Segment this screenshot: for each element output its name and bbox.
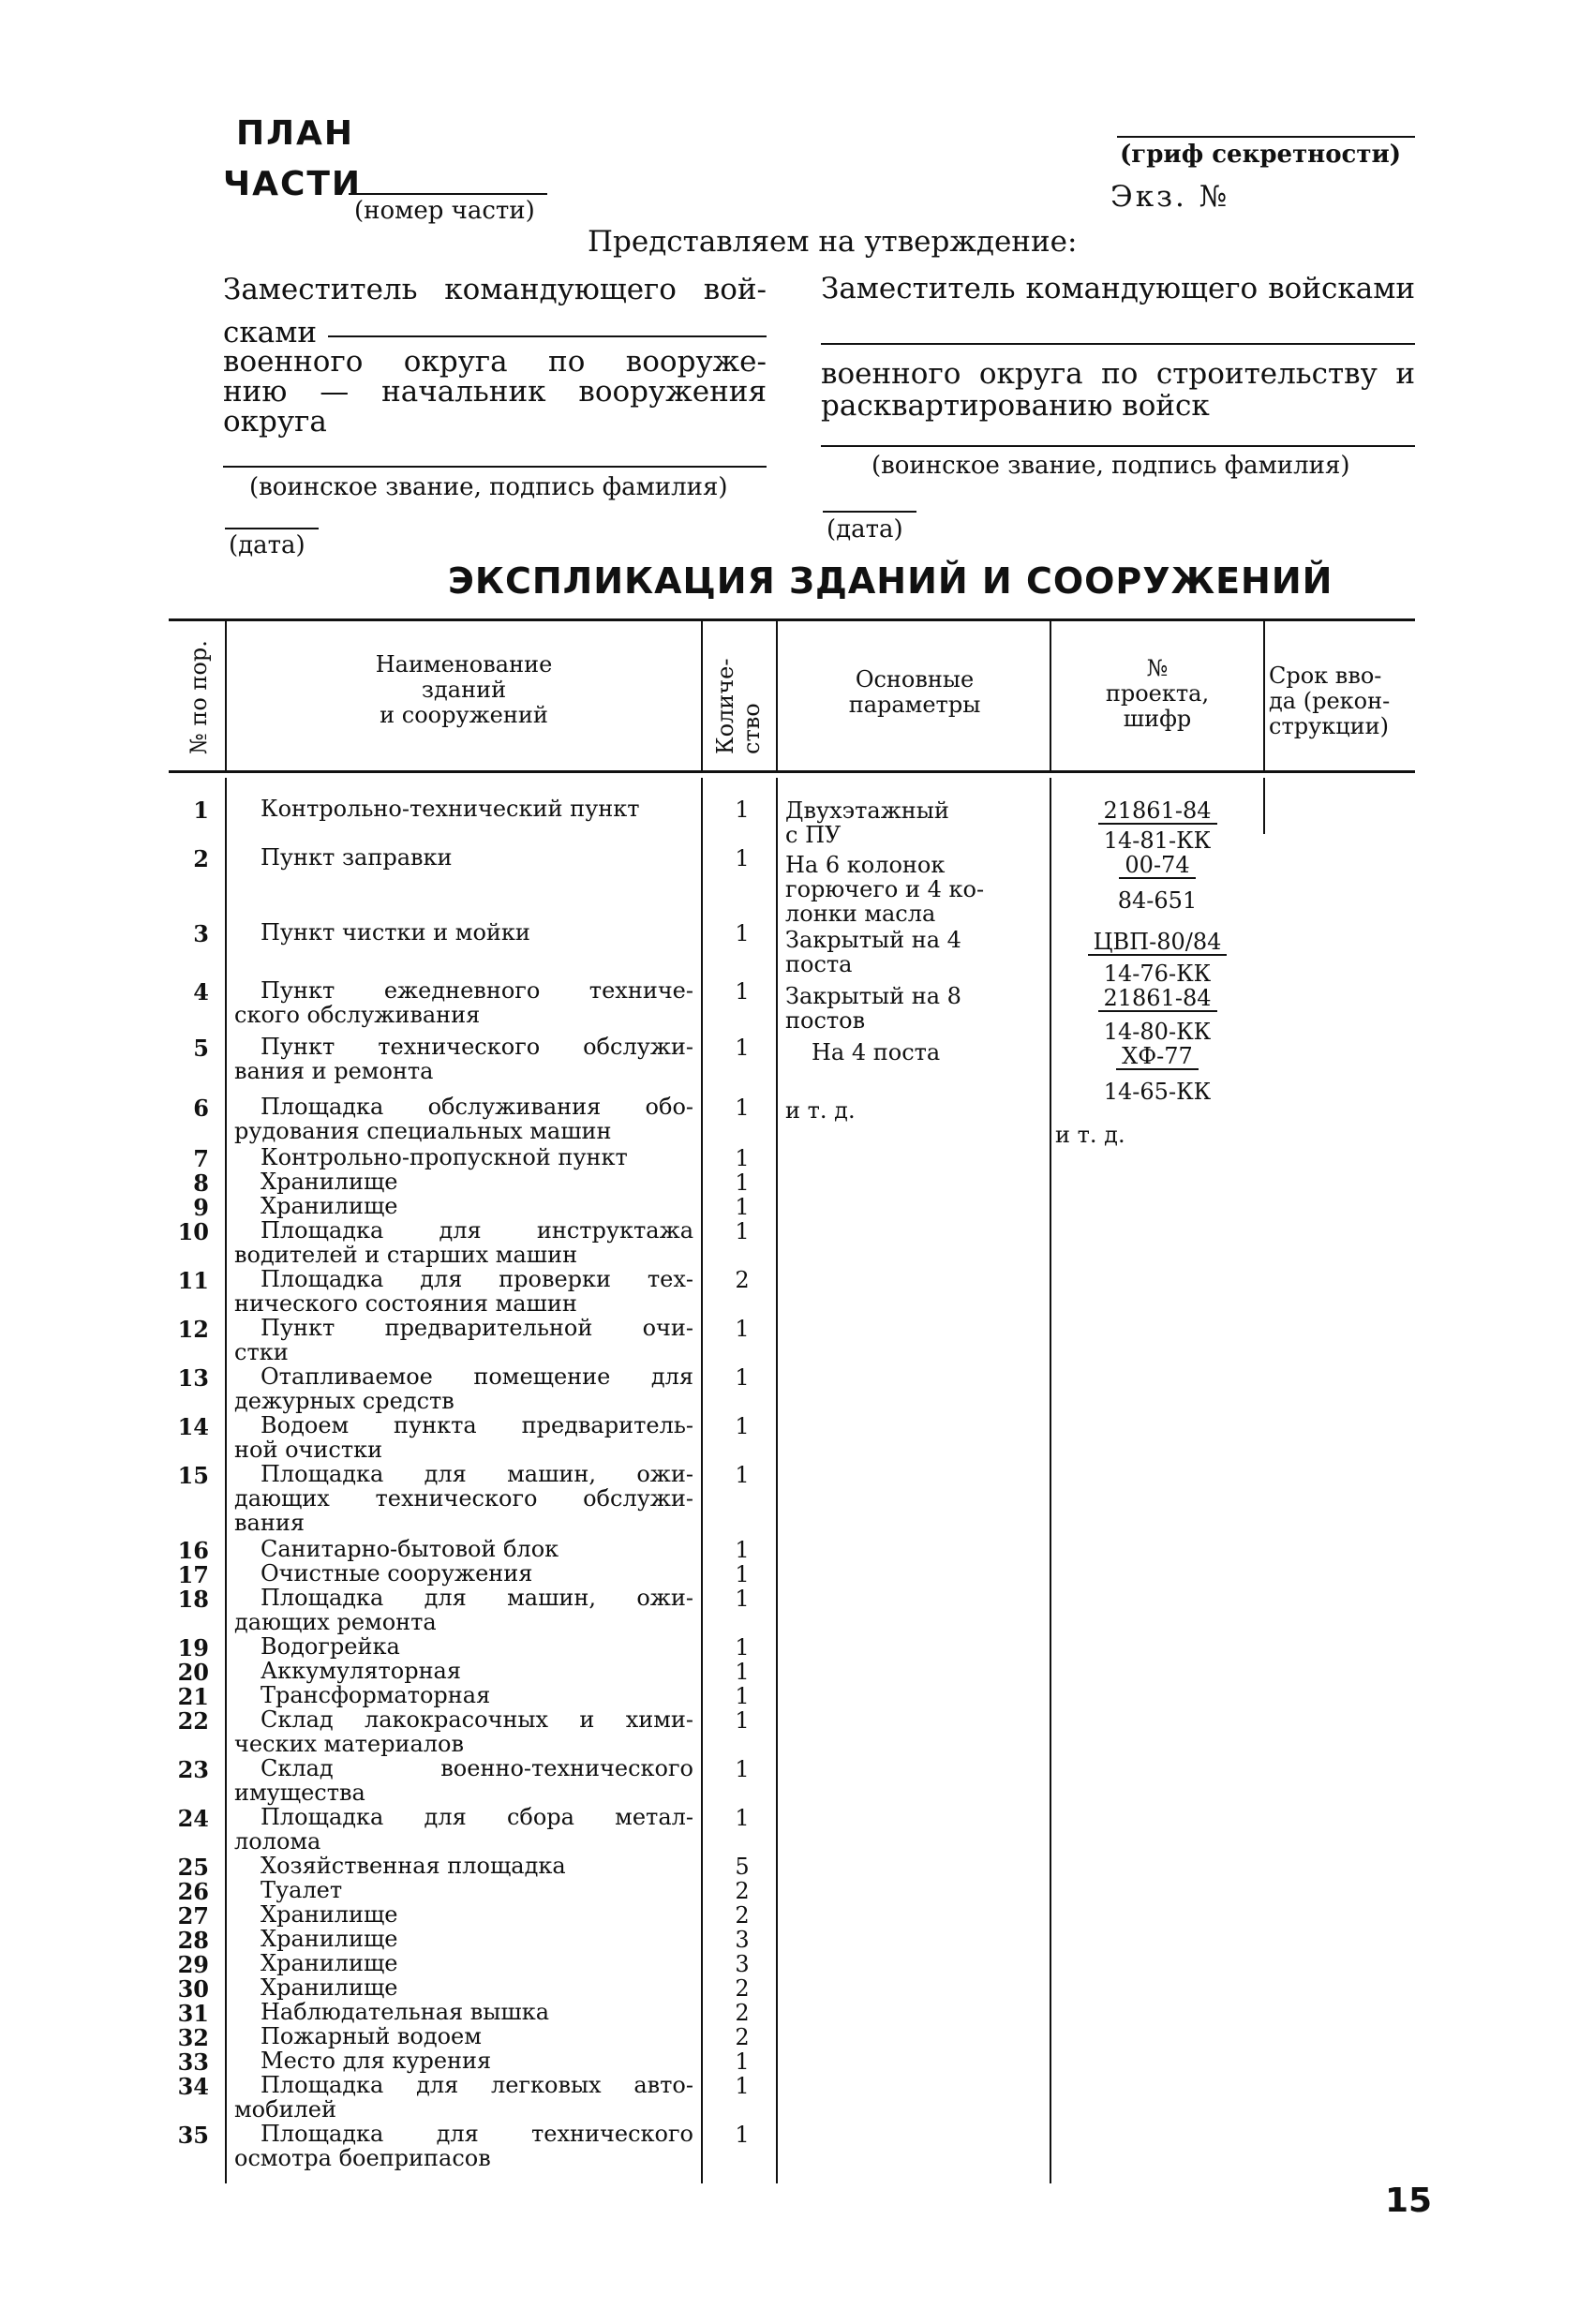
row-name-line: Хранилище bbox=[261, 1901, 398, 1928]
row-name bbox=[234, 1316, 693, 1364]
row-number: 16 bbox=[177, 1537, 209, 1564]
row-number: 11 bbox=[177, 1267, 209, 1294]
right-date-caption: (дата) bbox=[827, 515, 903, 544]
left-approver-block-2 bbox=[223, 347, 767, 437]
row-name-line: Наблюдательная вышка bbox=[261, 1999, 550, 2025]
row-number: 32 bbox=[177, 2024, 209, 2051]
row-name bbox=[234, 1634, 693, 1659]
row-qty: 2 bbox=[735, 2000, 750, 2026]
row-name-line: Площадка обслуживания обо- bbox=[261, 1094, 693, 1120]
row-number: 28 bbox=[177, 1927, 209, 1954]
row-name bbox=[234, 1537, 693, 1561]
row-name bbox=[234, 797, 693, 821]
row-name-line: Аккумуляторная bbox=[261, 1658, 462, 1684]
row-name bbox=[234, 1267, 693, 1316]
row-qty: 1 bbox=[735, 1364, 750, 1391]
row-qty: 3 bbox=[735, 1927, 750, 1953]
row-number: 20 bbox=[177, 1659, 209, 1686]
row-name bbox=[234, 1035, 693, 1083]
row-qty: 1 bbox=[735, 1659, 750, 1685]
row-name-line: вания и ремонта bbox=[234, 1058, 434, 1084]
param-cell: Двухэтажный с ПУ bbox=[785, 797, 949, 848]
project-code: 14-80-КК bbox=[1103, 1019, 1212, 1045]
row-number: 9 bbox=[193, 1194, 209, 1221]
part-label: ЧАСТИ bbox=[223, 165, 363, 203]
row-name-line: имущества bbox=[234, 1780, 365, 1806]
row-name-line: Отапливаемое помещение для bbox=[261, 1363, 693, 1390]
left-signature-caption: (воинское звание, подпись фамилия) bbox=[249, 473, 728, 501]
row-name bbox=[234, 1902, 693, 1927]
row-name bbox=[234, 1927, 693, 1951]
row-qty: 3 bbox=[735, 1951, 750, 1977]
row-name bbox=[234, 2122, 693, 2170]
row-name-line: водителей и старших машин bbox=[234, 1242, 578, 1268]
row-name bbox=[234, 978, 693, 1027]
row-name bbox=[234, 1878, 693, 1902]
row-name-line: Площадка для проверки тех- bbox=[261, 1266, 693, 1292]
row-qty: 2 bbox=[735, 1902, 750, 1929]
row-name-line: Контрольно-технический пункт bbox=[261, 796, 640, 822]
param-cell: На 6 колонок горючего и 4 ко- лонки масла bbox=[785, 852, 985, 927]
row-number: 26 bbox=[177, 1878, 209, 1905]
project-code: ХФ-77 bbox=[1116, 1044, 1199, 1070]
row-name-line: ной очистки bbox=[234, 1437, 383, 1463]
row-qty: 1 bbox=[735, 797, 750, 823]
row-name-line: Пункт заправки bbox=[261, 844, 453, 871]
col-number-header: № по пор. bbox=[186, 640, 212, 754]
col-params-header: Основные параметры bbox=[848, 666, 981, 718]
row-qty: 1 bbox=[735, 1707, 750, 1734]
left-approver-block bbox=[223, 268, 767, 354]
project-code: 21861-84 bbox=[1098, 798, 1217, 825]
param-cell: и т. д. bbox=[785, 1097, 856, 1124]
row-name bbox=[234, 1805, 693, 1854]
col-qty-header: Количе- ство bbox=[712, 658, 765, 754]
row-name-line: Место для курения bbox=[261, 2048, 492, 2074]
submit-heading: Представляем на утверждение: bbox=[588, 225, 1078, 259]
project-code: 84-651 bbox=[1117, 887, 1198, 914]
row-number: 18 bbox=[177, 1586, 209, 1613]
row-qty: 2 bbox=[735, 1975, 750, 2002]
row-qty: 1 bbox=[735, 1537, 750, 1563]
right-approver-line2: военного округа по строительству и bbox=[821, 357, 1415, 391]
row-name bbox=[234, 2000, 693, 2024]
row-name-line: Пункт предварительной очи- bbox=[261, 1315, 693, 1341]
row-name-line: ческих материалов bbox=[234, 1731, 465, 1757]
row-name-line: дающих ремонта bbox=[234, 1609, 437, 1635]
row-name bbox=[234, 1169, 693, 1194]
row-number: 2 bbox=[193, 845, 209, 872]
row-name-line: Площадка для технического bbox=[261, 2121, 693, 2147]
row-number: 31 bbox=[177, 2000, 209, 2027]
row-number: 3 bbox=[193, 920, 209, 947]
plan-title: ПЛАН bbox=[236, 114, 355, 153]
row-name-line: Пункт ежедневного техниче- bbox=[261, 977, 693, 1004]
row-qty: 1 bbox=[735, 1634, 750, 1661]
row-name-line: Склад лакокрасочных и хими- bbox=[261, 1706, 693, 1733]
row-name-line: Хранилище bbox=[261, 1193, 398, 1219]
row-name bbox=[234, 1756, 693, 1805]
left-approver-line2: сками bbox=[223, 316, 317, 350]
left-signature-line bbox=[223, 466, 767, 468]
row-name bbox=[234, 1145, 693, 1169]
project-code: 21861-84 bbox=[1098, 986, 1217, 1012]
row-name-line: Площадка для машин, ожи- bbox=[261, 1585, 693, 1611]
row-name-line: Площадка для сбора метал- bbox=[261, 1804, 693, 1830]
row-number: 12 bbox=[177, 1316, 209, 1343]
row-name bbox=[234, 1586, 693, 1634]
row-name-line: Площадка для легковых авто- bbox=[261, 2072, 693, 2098]
row-number: 1 bbox=[193, 797, 209, 824]
row-name-line: мобилей bbox=[234, 2096, 337, 2123]
row-name-line: Пожарный водоем bbox=[261, 2023, 482, 2049]
row-name bbox=[234, 1707, 693, 1756]
copy-number: Экз. № bbox=[1110, 180, 1230, 214]
row-name bbox=[234, 1364, 693, 1413]
row-qty: 1 bbox=[735, 978, 750, 1005]
row-name-line: дежурных средств bbox=[234, 1388, 454, 1414]
row-number: 15 bbox=[177, 1462, 209, 1489]
left-approver-line5: округа bbox=[223, 405, 327, 439]
right-approver-line1: Заместитель командующего войсками bbox=[821, 272, 1415, 305]
row-qty: 1 bbox=[735, 1561, 750, 1587]
row-qty: 1 bbox=[735, 1756, 750, 1782]
row-qty: 5 bbox=[735, 1854, 750, 1880]
row-number: 24 bbox=[177, 1805, 209, 1832]
left-date-caption: (дата) bbox=[229, 531, 305, 559]
param-cell: На 4 поста bbox=[812, 1039, 941, 1065]
left-date-line bbox=[225, 528, 319, 529]
row-number: 13 bbox=[177, 1364, 209, 1392]
row-name-line: Водоем пункта предваритель- bbox=[261, 1412, 693, 1438]
col-name-header: Наименование зданий и сооружений bbox=[375, 651, 553, 728]
project-code: 00-74 bbox=[1119, 853, 1195, 879]
row-name bbox=[234, 1659, 693, 1683]
row-name bbox=[234, 1095, 693, 1143]
right-date-line bbox=[823, 511, 916, 513]
row-name bbox=[234, 1413, 693, 1462]
row-name-line: рудования специальных машин bbox=[234, 1118, 612, 1144]
row-number: 25 bbox=[177, 1854, 209, 1881]
row-qty: 1 bbox=[735, 1683, 750, 1709]
row-qty: 1 bbox=[735, 1169, 750, 1196]
row-name-line: Туалет bbox=[261, 1877, 343, 1903]
row-number: 14 bbox=[177, 1413, 209, 1440]
row-name-line: осмотра боеприпасов bbox=[234, 2145, 491, 2171]
row-number: 10 bbox=[177, 1218, 209, 1245]
row-number: 17 bbox=[177, 1561, 209, 1588]
row-number: 34 bbox=[177, 2073, 209, 2100]
col-project-header: № проекта, шифр bbox=[1105, 655, 1210, 732]
row-qty: 1 bbox=[735, 2073, 750, 2099]
row-number: 30 bbox=[177, 1975, 209, 2003]
row-number: 29 bbox=[177, 1951, 209, 1978]
row-name-line: Водогрейка bbox=[261, 1633, 400, 1660]
row-name-line: Хранилище bbox=[261, 1926, 398, 1952]
row-name-line: Санитарно-бытовой блок bbox=[261, 1536, 559, 1562]
row-name bbox=[234, 1975, 693, 2000]
row-number: 33 bbox=[177, 2048, 209, 2076]
row-name-line: Пункт чистки и мойки bbox=[261, 919, 530, 946]
right-signature-line bbox=[821, 445, 1415, 447]
left-approver-name-line bbox=[328, 335, 767, 337]
row-qty: 1 bbox=[735, 1316, 750, 1342]
col-date-header: Срок вво- да (рекон- струкции) bbox=[1269, 663, 1391, 739]
row-name-line: Хозяйственная площадка bbox=[261, 1853, 566, 1879]
row-name-line: Площадка для инструктажа bbox=[261, 1217, 693, 1244]
row-qty: 2 bbox=[735, 2024, 750, 2050]
secrecy-caption: (гриф секретности) bbox=[1120, 141, 1402, 169]
row-number: 4 bbox=[193, 978, 209, 1006]
param-cell: Закрытый на 8 постов bbox=[785, 983, 961, 1034]
row-number: 23 bbox=[177, 1756, 209, 1783]
row-qty: 1 bbox=[735, 1194, 750, 1220]
row-number: 6 bbox=[193, 1095, 209, 1122]
row-name bbox=[234, 2073, 693, 2122]
row-name bbox=[234, 2024, 693, 2048]
row-qty: 1 bbox=[735, 1805, 750, 1831]
row-name bbox=[234, 2048, 693, 2073]
part-number-caption: (номер части) bbox=[354, 197, 535, 225]
project-code: 14-65-КК bbox=[1103, 1079, 1212, 1105]
row-qty: 1 bbox=[735, 2122, 750, 2148]
row-name-line: нического состояния машин bbox=[234, 1290, 577, 1317]
right-signature-caption: (воинское звание, подпись фамилия) bbox=[871, 452, 1350, 480]
row-qty: 1 bbox=[735, 920, 750, 946]
row-name-line: Хранилище bbox=[261, 1169, 398, 1195]
row-name bbox=[234, 1951, 693, 1975]
row-qty: 1 bbox=[735, 1413, 750, 1439]
secrecy-line bbox=[1117, 136, 1415, 138]
left-approver-line1: Заместитель командующего вой- bbox=[223, 273, 767, 306]
right-approver-block bbox=[821, 358, 1415, 422]
row-name-line: вания bbox=[234, 1510, 305, 1536]
page-number: 15 bbox=[1385, 2182, 1433, 2220]
row-number: 35 bbox=[177, 2122, 209, 2149]
row-name bbox=[234, 845, 693, 870]
row-qty: 1 bbox=[735, 1035, 750, 1061]
row-name-line: Контрольно-пропускной пункт bbox=[261, 1144, 628, 1170]
row-name-line: лолома bbox=[234, 1828, 321, 1855]
row-number: 5 bbox=[193, 1035, 209, 1062]
row-name-line: дающих технического обслужи- bbox=[234, 1485, 693, 1512]
row-name-line: Хранилище bbox=[261, 1950, 398, 1976]
row-qty: 1 bbox=[735, 1462, 750, 1488]
row-number: 19 bbox=[177, 1634, 209, 1661]
project-code: и т. д. bbox=[1055, 1122, 1125, 1148]
row-name bbox=[234, 1218, 693, 1267]
project-code: 14-76-КК bbox=[1103, 961, 1212, 987]
right-approver-line3: расквартированию войск bbox=[821, 389, 1210, 423]
row-qty: 1 bbox=[735, 2048, 750, 2075]
row-name-line: Площадка для машин, ожи- bbox=[261, 1461, 693, 1487]
table-header-rule bbox=[169, 770, 1415, 773]
row-qty: 1 bbox=[735, 1095, 750, 1121]
row-qty: 2 bbox=[735, 1878, 750, 1904]
project-code: 14-81-КК bbox=[1103, 827, 1212, 854]
row-qty: 1 bbox=[735, 845, 750, 872]
row-name-line: Трансформаторная bbox=[261, 1682, 491, 1708]
row-name-line: ского обслуживания bbox=[234, 1002, 481, 1028]
project-code: ЦВП-80/84 bbox=[1088, 930, 1228, 956]
part-number-line bbox=[349, 193, 547, 195]
param-cell: Закрытый на 4 поста bbox=[785, 927, 961, 977]
row-name-line: Хранилище bbox=[261, 1974, 398, 2001]
row-name bbox=[234, 920, 693, 945]
row-name-line: Склад военно-технического bbox=[261, 1755, 693, 1781]
left-approver-line3: военного округа по вооруже- bbox=[223, 345, 767, 379]
table-title: ЭКСПЛИКАЦИЯ ЗДАНИЙ И СООРУЖЕНИЙ bbox=[448, 560, 1333, 602]
row-name-line: стки bbox=[234, 1339, 289, 1365]
table-top-rule bbox=[169, 618, 1415, 621]
row-number: 27 bbox=[177, 1902, 209, 1929]
row-number: 22 bbox=[177, 1707, 209, 1735]
row-name bbox=[234, 1683, 693, 1707]
left-approver-line4: нию — начальник вооружения bbox=[223, 375, 767, 409]
row-name-line: Пункт технического обслужи- bbox=[261, 1034, 693, 1060]
row-number: 21 bbox=[177, 1683, 209, 1710]
right-approver-name-line bbox=[821, 343, 1415, 345]
row-name bbox=[234, 1194, 693, 1218]
row-qty: 2 bbox=[735, 1267, 750, 1293]
row-number: 7 bbox=[193, 1145, 209, 1172]
row-qty: 1 bbox=[735, 1586, 750, 1612]
row-name-line: Очистные сооружения bbox=[261, 1560, 533, 1587]
row-name bbox=[234, 1561, 693, 1586]
row-name bbox=[234, 1854, 693, 1878]
row-qty: 1 bbox=[735, 1145, 750, 1171]
row-name bbox=[234, 1462, 693, 1535]
row-qty: 1 bbox=[735, 1218, 750, 1244]
row-number: 8 bbox=[193, 1169, 209, 1197]
